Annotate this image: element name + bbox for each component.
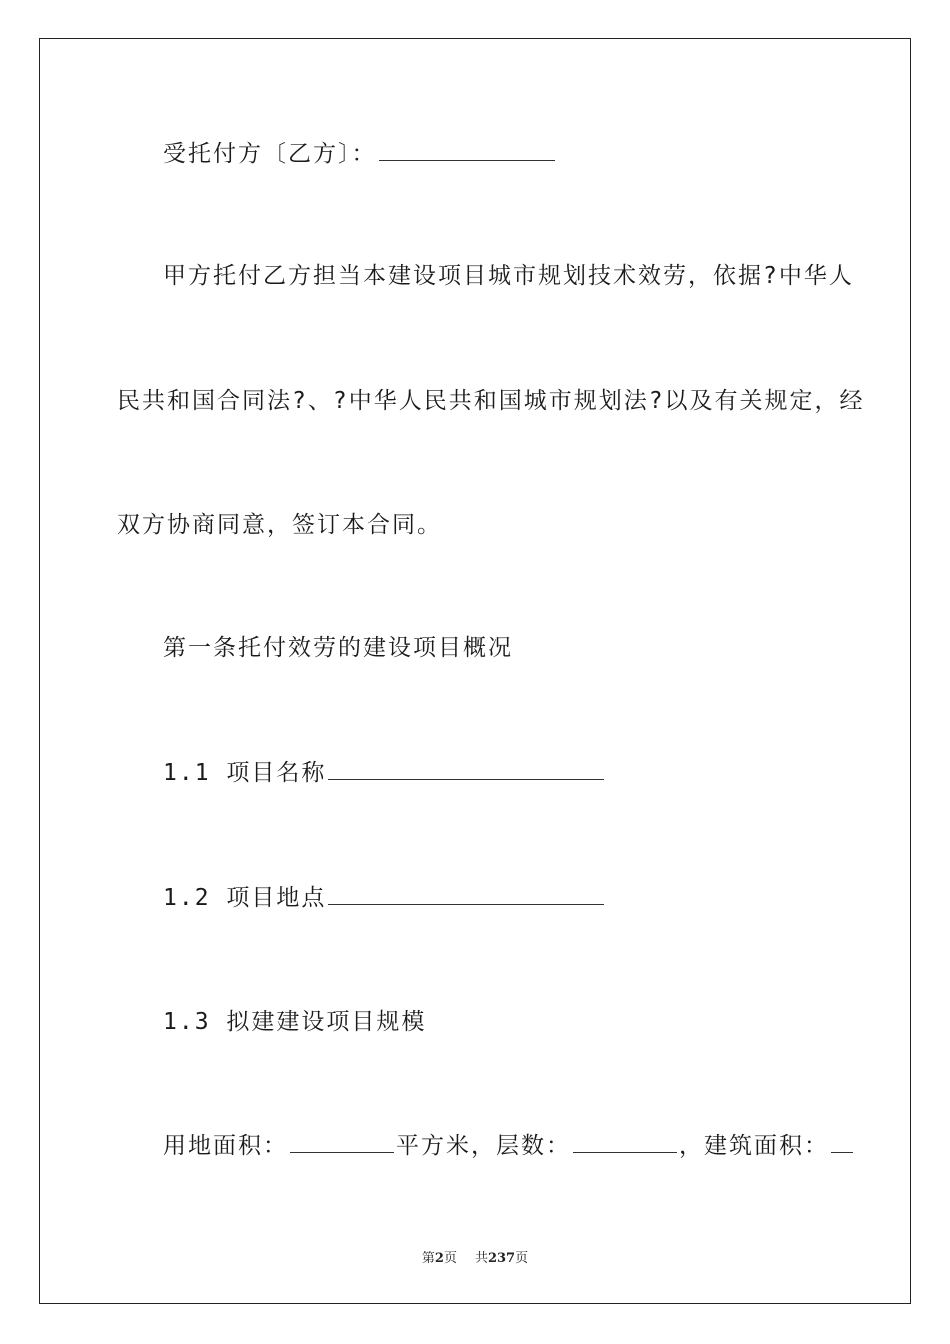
paragraph-line-1: 甲方托付乙方担当本建设项目城市规划技术效劳，依据?中华人 (163, 263, 854, 289)
footer-total-prefix: 共 (474, 1251, 488, 1266)
entrusted-party-line (163, 140, 557, 168)
entrusted-party-label: 受托付方〔乙方〕： (163, 141, 377, 167)
footer-total-pages: 237 (487, 1251, 516, 1266)
footer-current-page: 2 (434, 1251, 444, 1266)
project-location-blank (328, 886, 604, 905)
floors-blank (573, 1134, 677, 1153)
item-1-1-label: 1.1 项目名称 (163, 760, 327, 786)
footer-page-word: 页 (443, 1251, 457, 1266)
land-area-label: 用地面积： (163, 1133, 288, 1159)
footer-prefix: 第 (421, 1251, 435, 1266)
floors-label: 层数： (496, 1133, 571, 1159)
land-area-blank (290, 1134, 394, 1153)
item-1-3-line: 1.3 拟建建设项目规模 (163, 1009, 427, 1035)
article-1-title: 第一条托付效劳的建设项目概况 (163, 635, 513, 661)
unit-sqm: 平方米， (396, 1133, 496, 1159)
paragraph-line-2: 民共和国合同法?、?中华人民共和国城市规划法?以及有关规定，经 (117, 388, 865, 414)
entrusted-party-blank (379, 142, 555, 161)
footer-total-suffix: 页 (515, 1251, 529, 1266)
scale-line (163, 1132, 855, 1160)
item-1-1-line (163, 759, 606, 787)
page-frame (39, 38, 911, 1304)
building-area-label: ，建筑面积： (679, 1133, 829, 1159)
building-area-blank (831, 1134, 853, 1153)
paragraph-line-3: 双方协商同意，签订本合同。 (117, 512, 442, 538)
project-name-blank (328, 761, 604, 780)
page-footer (0, 1247, 950, 1266)
item-1-2-label: 1.2 项目地点 (163, 885, 327, 911)
item-1-2-line (163, 884, 606, 912)
